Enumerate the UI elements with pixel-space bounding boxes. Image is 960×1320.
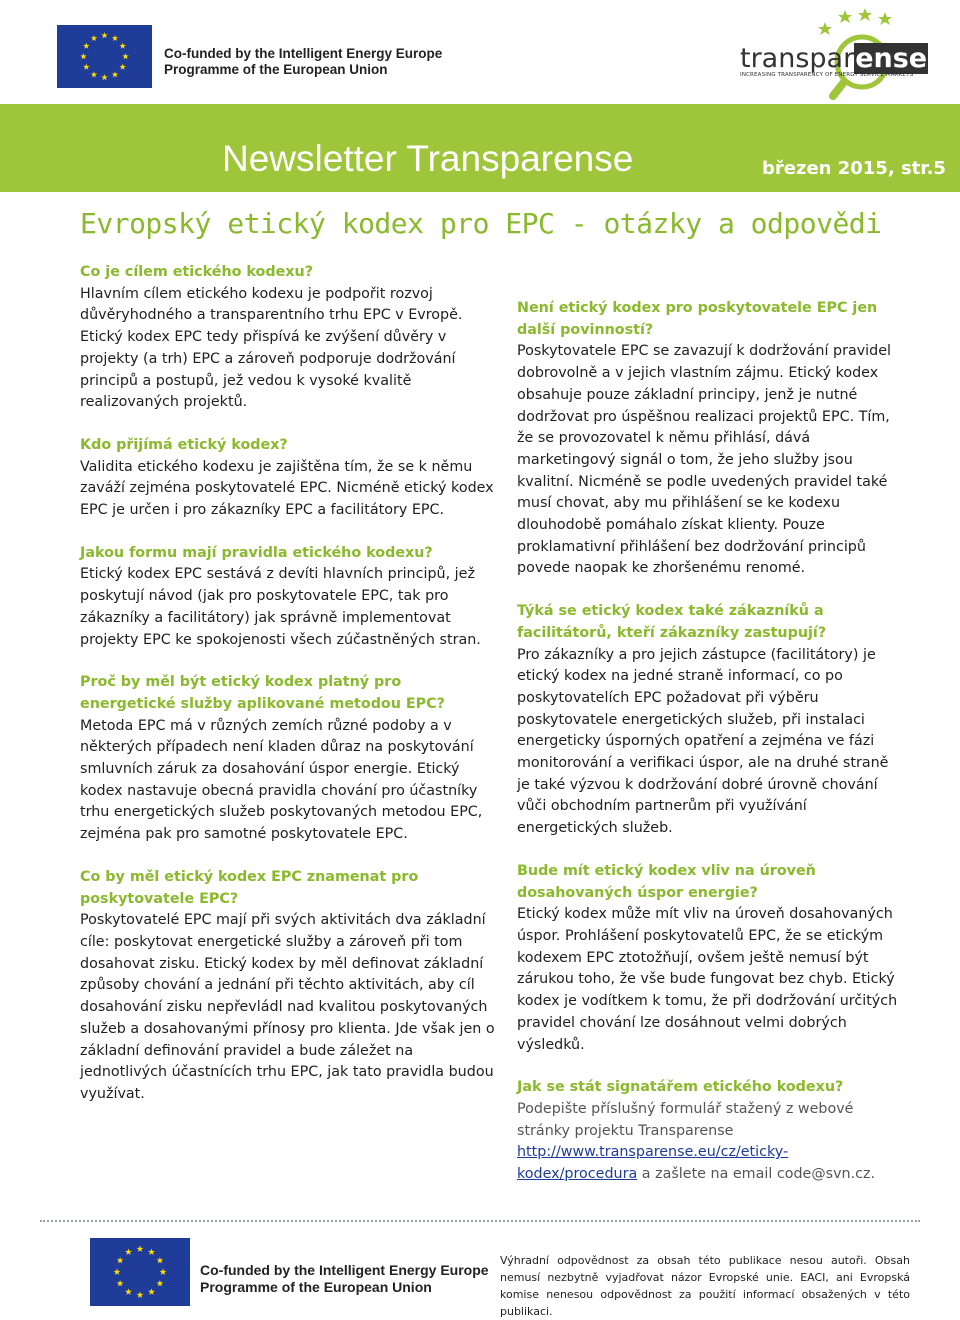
left-column	[80, 262, 500, 1106]
header-cofund-line1: Co-funded by the Intelligent Energy Europe	[164, 46, 443, 61]
page-title: Evropský etický kodex pro EPC - otázky a odpovědi	[80, 207, 882, 240]
logo-tagline: INCREASING TRANSPARENCY OF ENERGY SERVICE MARKETS	[740, 72, 914, 78]
eu-flag-icon	[57, 25, 152, 88]
right-answer-3: Etický kodex může mít vliv na úroveň dosahovaných úspor. Prohlášení poskytovatelů EPC, že se etickým kodexem EPC ztotožňují, ovšem ještě nemusí být zárukou toho, že vše bude fungovat bez chyb. Etický kodex je vodítkem k tomu, že při dodržování určitých pravidel chování lze dosáhnout velmi dobrých výsledků.	[517, 906, 898, 1053]
signatory-email-text: a zašlete na email code@svn.cz.	[637, 1166, 876, 1183]
left-answer-1: Hlavním cílem etického kodexu je podpořit rozvoj důvěryhodného a transparentního trhu EPC v Evropě. Etický kodex EPC tedy přispívá ke zvýšení důvěry v projekty (a trh) EPC a zároveň podporuje dodržování principů a postupů, jež vedou k vysoké kvalitě realizovaných projektů.	[80, 285, 463, 411]
logo-prefix: transpar	[740, 43, 855, 74]
left-answer-5: Poskytovatelé EPC mají při svých aktivitách dva základní cíle: poskytovat energetické služby a zároveň při tom dosahovat zisku. Etický kodex by měl definovat základní způsoby chování a jednání při těchto aktivitách, aby cíl dosahování zisku nepřevládl nad kvalitou poskytovaných služeb a dosahovanými přínosy pro klienta. Jde však jen o základní definování pravidel a bude záležet na jednotlivých účastnících trhu EPC, jak tato pravidla budou využívat.	[80, 912, 495, 1102]
footer-disclaimer: Výhradní odpovědnost za obsah této publikace nesou autoři. Obsah nemusí nezbytně vyjadřovat názor Evropské unie. EACI, ani Evropská komise nenesou odpovědnost za použití informací obsažených v této publikaci.	[500, 1254, 910, 1318]
footer-eu-flag-icon	[90, 1238, 190, 1306]
transparense-logo	[735, 0, 928, 100]
header-cofund-line2: Programme of the European Union	[164, 62, 388, 78]
right-answer-2: Pro zákazníky a pro jejich zástupce (facilitátory) je etický kodex na jedné straně informací, co po poskytovatelích EPC požadovat při výběru poskytovatele energetických služeb, při instalaci energeticky úsporných opatření a zejména ve fázi monitorování a verifikaci úspor, ale na druhé straně je také výzvou k dodržování dobré úrovně chování vůči obchodním partnerům při využívání energetických služeb.	[517, 646, 889, 837]
left-answer-2: Validita etického kodexu je zajištěna tím, že se k němu zaváží zejména poskytovatelé EPC. Nicméně etický kodex EPC je určen i pro zákazníky EPC a facilitátory EPC.	[80, 458, 494, 519]
left-question-4: Proč by měl být etický kodex platný pro energetické služby aplikované metodou EPC?	[80, 674, 445, 712]
right-question-3: Bude mít etický kodex vliv na úroveň dosahovaných úspor energie?	[517, 862, 816, 901]
banner-date: březen 2015, str.5	[762, 158, 946, 179]
logo-wordmark	[740, 43, 928, 74]
right-question-1: Není etický kodex pro poskytovatele EPC jen další povinností?	[517, 300, 878, 338]
left-answer-4: Metoda EPC má v různých zemích různé podoby a v některých případech není kladen důraz na poskytování smluvních záruk za dosahování úspor energie. Etický kodex nastavuje obecná pravidla chování pro účastníky trhu energetických služeb poskytovaných metodou EPC, zejména pak pro samotné poskytovatele EPC.	[80, 717, 483, 843]
right-column	[517, 298, 900, 1186]
header	[0, 0, 960, 104]
footer-cofund-line2: Programme of the European Union	[200, 1278, 432, 1295]
signatory-instructions: Podepište příslušný formulář stažený z webové stránky projektu Transparense	[517, 1100, 854, 1139]
left-question-5: Co by měl etický kodex EPC znamenat pro poskytovatele EPC?	[80, 868, 419, 907]
right-question-2: Týká se etický kodex také zákazníků a facilitátorů, kteří zákazníky zastupují?	[517, 603, 827, 641]
footer-divider	[40, 1220, 920, 1222]
header-cofund	[164, 46, 442, 78]
left-question-1: Co je cílem etického kodexu?	[80, 264, 313, 280]
right-question-4: Jak se stát signatářem etického kodexu?	[517, 1079, 844, 1096]
procedure-link-part2[interactable]: kodex/procedura	[517, 1166, 638, 1183]
logo-suffix: ense	[855, 43, 928, 74]
right-answer-4	[517, 1099, 900, 1186]
left-question-3: Jakou formu mají pravidla etického kodexu?	[80, 544, 433, 561]
banner-title: Newsletter Transparense	[222, 138, 634, 179]
procedure-link-part1[interactable]: http://www.transparense.eu/cz/eticky-	[517, 1144, 789, 1161]
right-answer-1: Poskytovatele EPC se zavazují k dodržování pravidel dobrovolně a v jejich vlastním zájmu. Etický kodex obsahuje pouze základní principy, jenž je nutné dodržovat pro úspěšnou realizaci projektů EPC. Tím, že se provozovatel k němu přihlásí, dává marketingový signál o tom, že jeho služby jsou kvalitní. Nicméně se podle uvedených pravidel také musí chovat, aby mu přihlášení se ke kodexu dlouhodobě pomáhalo získat klienty. Pouze proklamativní přihlášení bez dodržování principů povede naopak ke zhoršenému renomé.	[517, 343, 891, 577]
left-question-2: Kdo přijímá etický kodex?	[80, 436, 288, 453]
left-answer-3: Etický kodex EPC sestává z devíti hlavních principů, jež poskytují návod (jak pro poskytovatele EPC, tak pro zákazníky a facilitátory) jak správně implementovat projekty EPC ke spokojenosti všech zúčastněných stran.	[80, 566, 481, 648]
footer-cofund-line1: Co-funded by the Intelligent Energy Europe	[200, 1262, 489, 1278]
footer-cofund	[200, 1262, 489, 1296]
